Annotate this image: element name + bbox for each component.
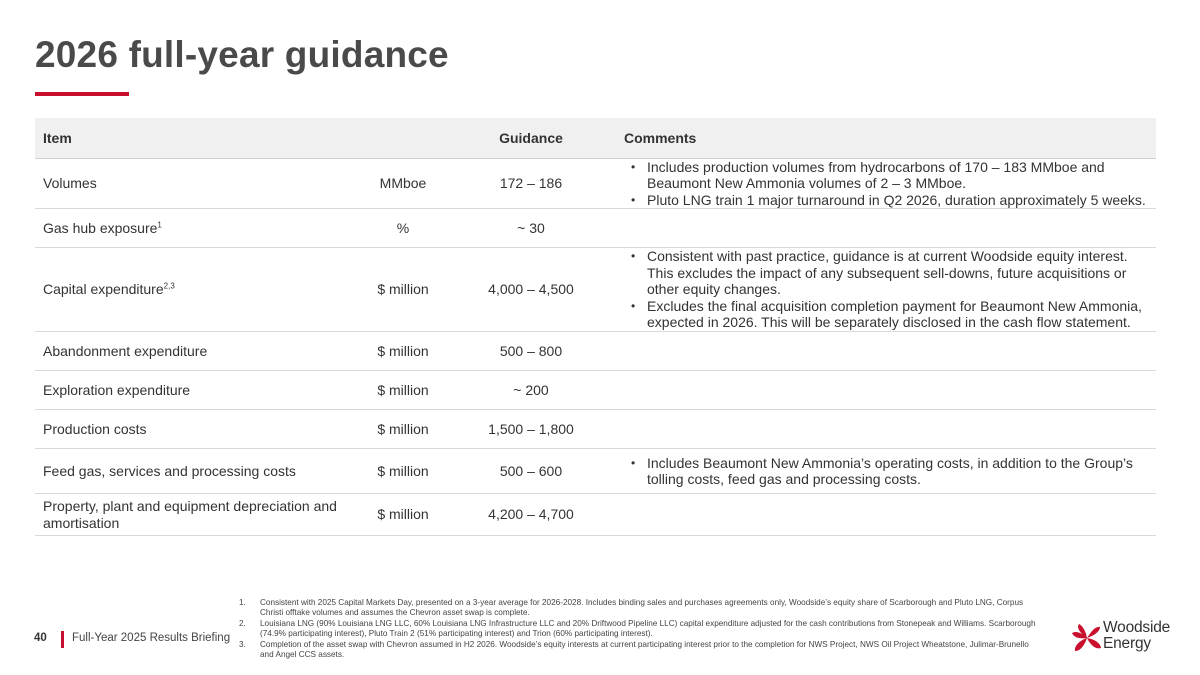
row-unit: $ million <box>360 371 446 410</box>
row-item <box>35 410 360 449</box>
footnote-text: Louisiana LNG (90% Louisiana LNG LLC, 60% Louisiana LNG Infrastructure LLC and 20% Driftwood Pipeline LLC) capital expenditure adjusted for the cash contributions from Stonepeak and Williams. Scarborough (74.9% participating interest), Pluto Train 2 (51% participating interest) and Trion (60% participating interest). <box>260 618 1036 639</box>
row-guidance: 500 – 600 <box>446 449 616 494</box>
table-row <box>35 332 1156 371</box>
row-comments <box>616 494 1156 536</box>
row-item-label: Gas hub exposure <box>43 219 158 236</box>
row-item-label: Feed gas, services and processing costs <box>43 462 296 479</box>
title-underline <box>35 92 129 96</box>
footnote <box>239 598 1039 619</box>
footnotes <box>239 598 1039 660</box>
footnote-text: Consistent with 2025 Capital Markets Day, presented on a 3-year average for 2026-2028. Includes binding sales and purchases agreements only, Woodside’s equity share of Scarborough and Pluto LNG, Corpus Christi offtake volumes and assumes the Chevron asset swap is complete. <box>260 598 1024 618</box>
row-item <box>35 332 360 371</box>
logo-text <box>1103 620 1170 652</box>
table-header-row <box>35 118 1156 158</box>
guidance-table <box>35 118 1156 536</box>
row-unit: $ million <box>360 332 446 371</box>
comment-bullet: • Excludes the final acquisition completion payment for Beaumont New Ammonia, expected in 2026. This will be separately disclosed in the cash flow statement. <box>624 298 1148 331</box>
row-unit: $ million <box>360 410 446 449</box>
table-row <box>35 158 1156 209</box>
footer-divider <box>61 631 64 648</box>
row-comments <box>616 248 1156 332</box>
row-guidance: 4,200 – 4,700 <box>446 494 616 536</box>
row-comments <box>616 158 1156 209</box>
footnote <box>239 640 1039 661</box>
row-comments <box>616 410 1156 449</box>
header-item: Item <box>35 118 360 158</box>
table-row <box>35 410 1156 449</box>
row-item <box>35 449 360 494</box>
footnote-number: 3. <box>239 639 246 649</box>
row-unit: $ million <box>360 248 446 332</box>
row-item <box>35 248 360 332</box>
comment-bullet: • Consistent with past practice, guidance is at current Woodside equity interest. This excludes the impact of any subsequent sell-downs, future acquisitions or other equity changes. <box>624 248 1148 298</box>
comment-bullet: • Includes production volumes from hydrocarbons of 170 – 183 MMboe and Beaumont New Ammonia volumes of 2 – 3 MMboe. <box>624 159 1148 192</box>
comment-bullet: • Includes Beaumont New Ammonia’s operating costs, in addition to the Group’s tolling costs, feed gas and processing costs. <box>624 455 1148 488</box>
row-item-label: Capital expenditure <box>43 281 164 298</box>
footnote <box>239 619 1039 640</box>
row-item <box>35 371 360 410</box>
woodside-flower-icon <box>1070 622 1104 654</box>
footnote-number: 1. <box>239 598 246 607</box>
row-unit: % <box>360 209 446 248</box>
comment-bullet: • Pluto LNG train 1 major turnaround in Q2 2026, duration approximately 5 weeks. <box>624 192 1148 209</box>
row-item-label: Exploration expenditure <box>43 381 191 398</box>
page-number: 40 <box>34 632 47 644</box>
table-row <box>35 371 1156 410</box>
footnote-reference: 1 <box>157 220 162 230</box>
table-row <box>35 248 1156 332</box>
row-guidance: 4,000 – 4,500 <box>446 248 616 332</box>
row-item-label: Abandonment expenditure <box>43 342 208 359</box>
comment-list <box>624 455 1148 488</box>
footnote-text: Completion of the asset swap with Chevron assumed in H2 2026. Woodside’s equity interests at current participating interest prior to the completion for NWS Project, NWS Oil Project Wheatstone, Julimar-Brunello and Angel CCS assets. <box>260 639 1029 660</box>
page-title: 2026 full-year guidance <box>35 34 449 75</box>
logo-line-2: Energy <box>1103 635 1151 652</box>
row-comments <box>616 371 1156 410</box>
row-item-label: Volumes <box>43 175 97 191</box>
table-row <box>35 449 1156 494</box>
footnote-reference: 2,3 <box>163 281 175 291</box>
row-item-label: Property, plant and equipment depreciation and amortisation <box>43 498 337 531</box>
row-item <box>35 209 360 248</box>
footer-label: Full-Year 2025 Results Briefing <box>72 632 231 644</box>
header-guidance: Guidance <box>446 118 616 158</box>
row-guidance: ~ 200 <box>446 371 616 410</box>
row-unit: MMboe <box>360 158 446 209</box>
row-item <box>35 158 360 209</box>
row-comments <box>616 449 1156 494</box>
row-guidance: 500 – 800 <box>446 332 616 371</box>
row-guidance: ~ 30 <box>446 209 616 248</box>
footnote-number: 2. <box>239 618 246 628</box>
row-comments <box>616 209 1156 248</box>
row-unit: $ million <box>360 449 446 494</box>
row-guidance: 172 – 186 <box>446 158 616 209</box>
comment-list <box>624 248 1148 331</box>
row-unit: $ million <box>360 494 446 536</box>
table-row <box>35 494 1156 536</box>
row-guidance: 1,500 – 1,800 <box>446 410 616 449</box>
logo-line-1: Woodside <box>1103 619 1171 636</box>
table-row <box>35 209 1156 248</box>
header-comments: Comments <box>616 118 1156 158</box>
header-unit <box>360 118 446 158</box>
woodside-energy-logo <box>1068 619 1171 657</box>
comment-list <box>624 159 1148 209</box>
row-item-label: Production costs <box>43 420 147 437</box>
row-comments <box>616 332 1156 371</box>
row-item <box>35 494 360 536</box>
